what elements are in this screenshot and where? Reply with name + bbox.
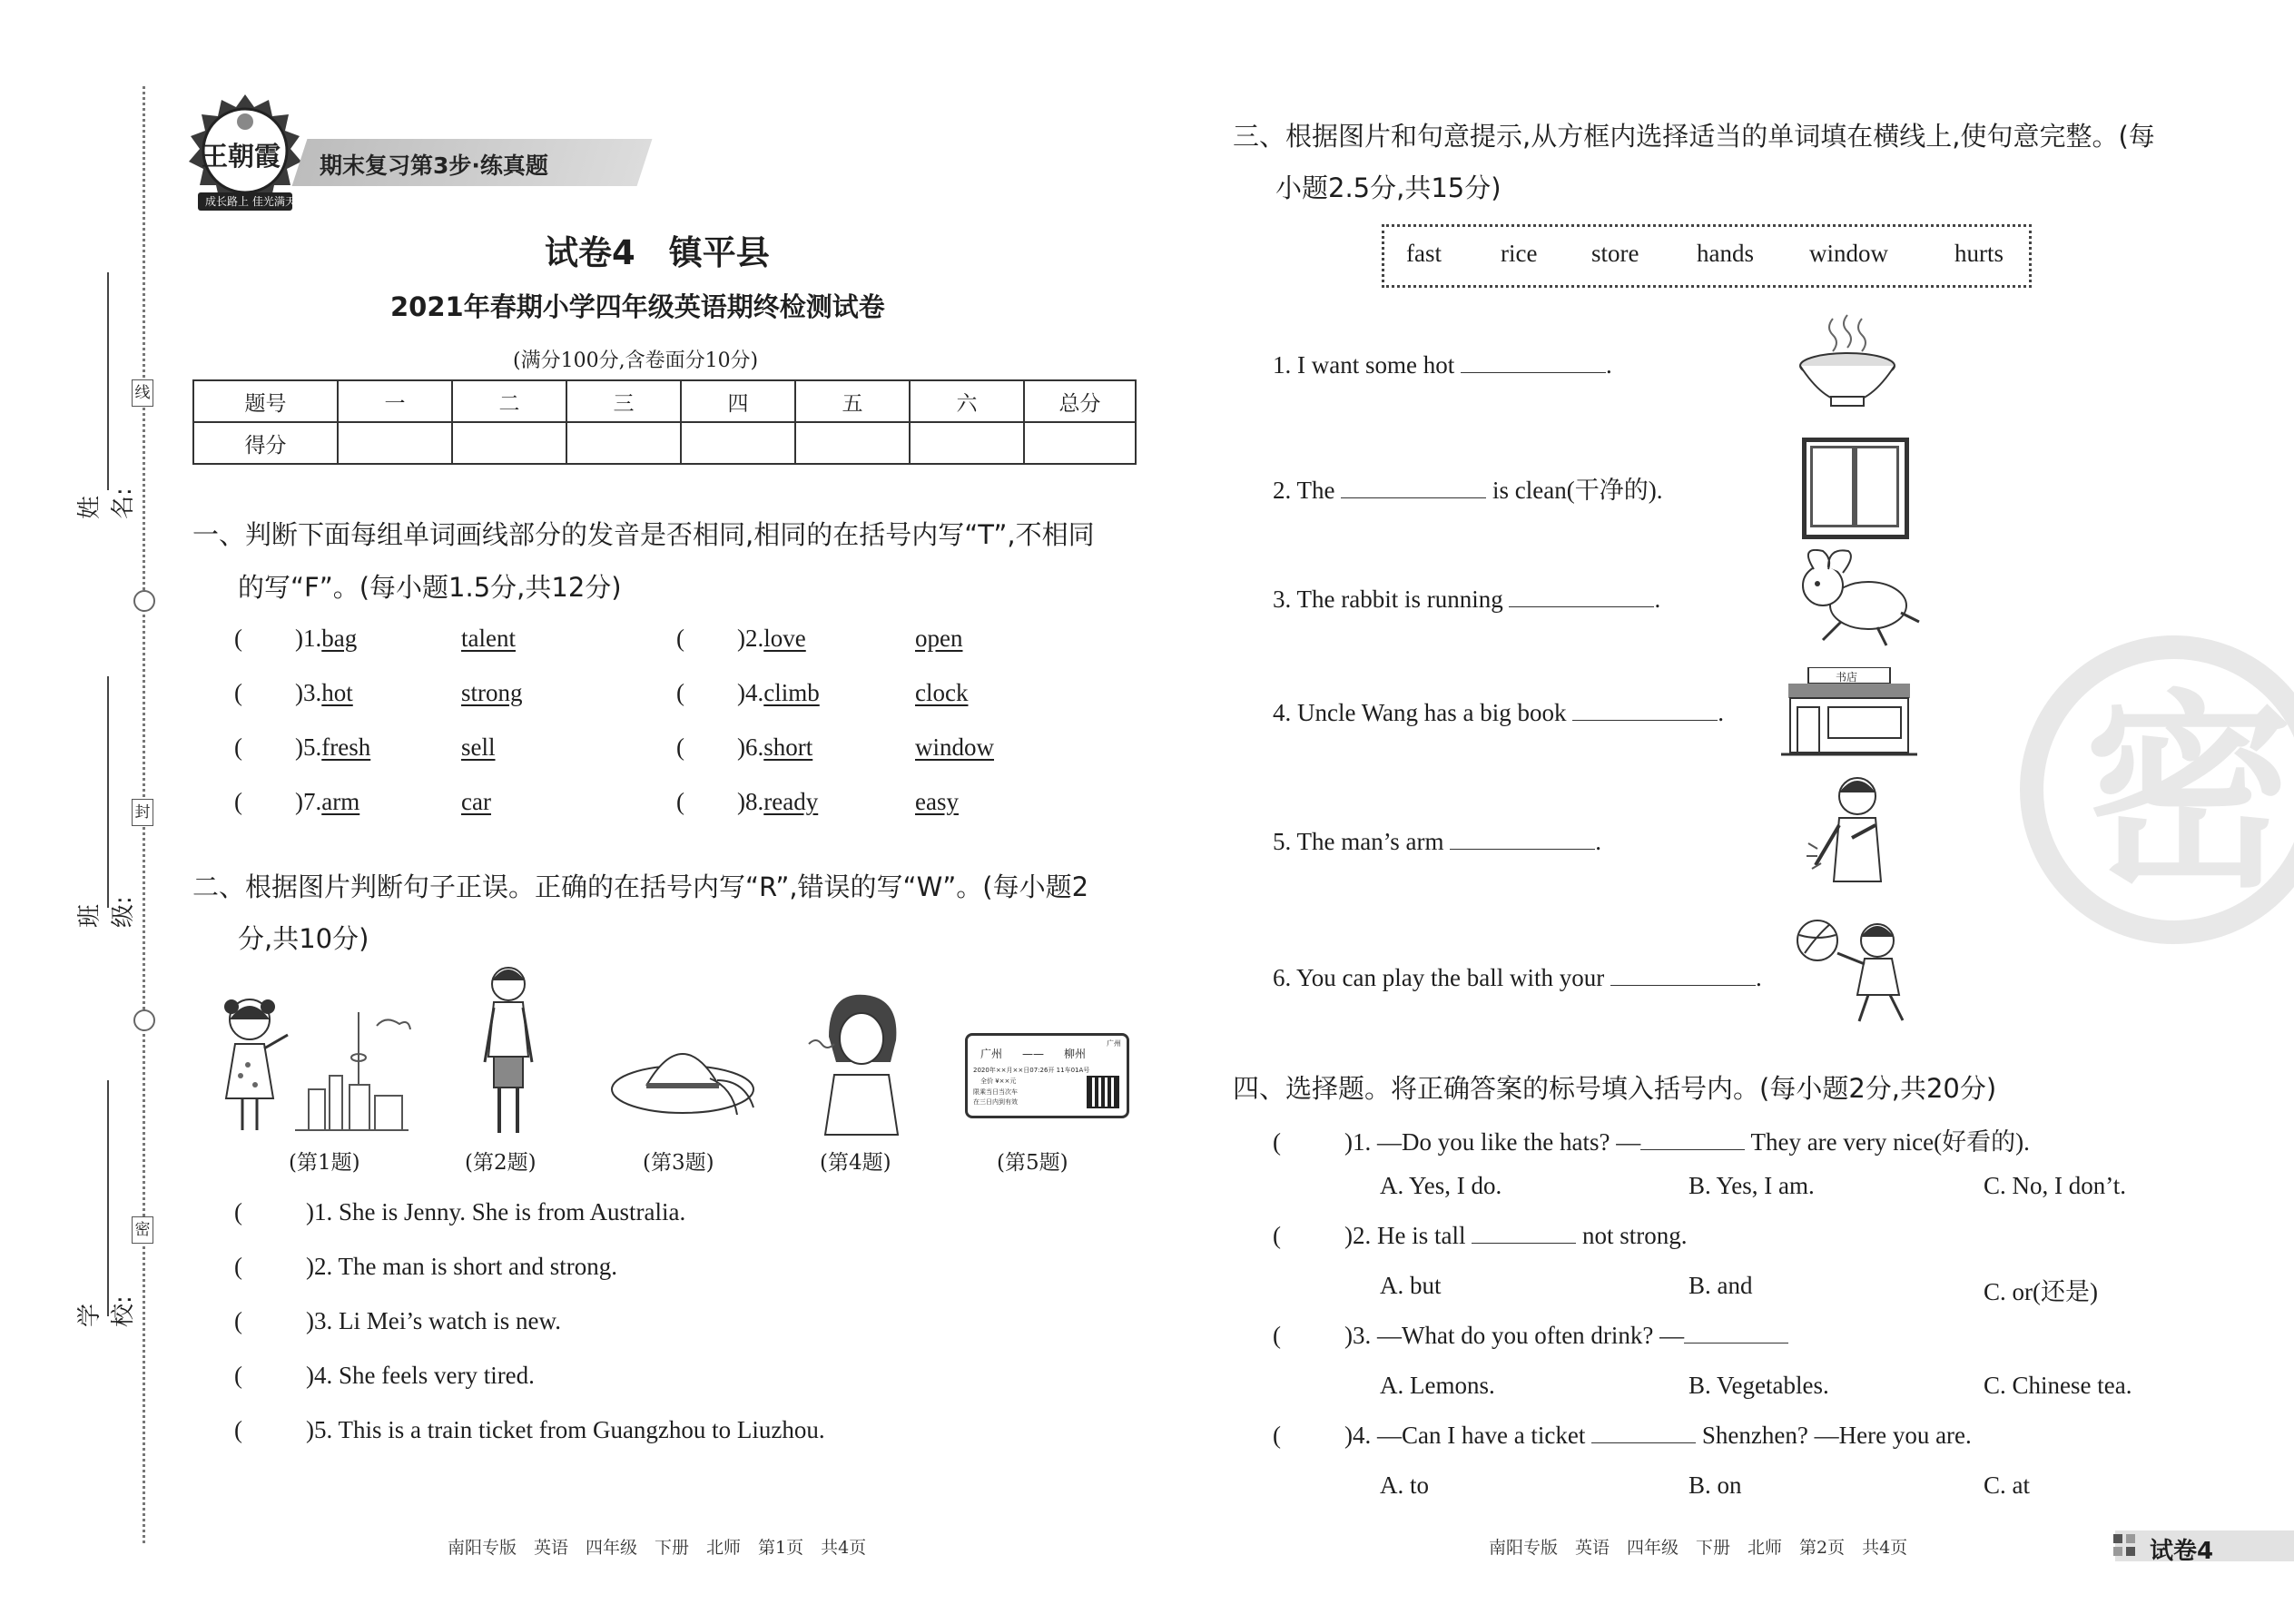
list-item: ( )5.fresh [234,733,371,761]
ticket-price: 全价 ¥××元 [980,1078,1017,1085]
list-item: ( )4. —Can I have a ticket Shenzhen? —Here you are. [1273,1422,1972,1449]
list-item: ( )4. She feels very tired. [234,1362,535,1389]
score-header-cell: 六 [910,380,1024,422]
bookstore-sign: 书店 [1836,671,1858,684]
option-b[interactable]: B. on [1689,1471,1742,1499]
list-item: ( )8.ready [676,788,819,815]
section4-title: 四、选择题。将正确答案的标号填入括号内。(每小题2分,共20分) [1233,1073,1997,1104]
paper-tag: 试卷4 [2150,1538,2214,1565]
option-c[interactable]: C. No, I don’t. [1984,1172,2127,1199]
picture-hat [610,1026,764,1129]
section1-title-cont: 的写“F”。(每小题1.5分,共12分) [238,572,622,603]
picture-hurt-man [1807,774,1906,905]
fill-blank[interactable] [1610,984,1756,986]
list-item: ( )3. Li Mei’s watch is new. [234,1307,561,1334]
word-bank-item: window [1809,240,1888,267]
secret-watermark [2020,635,2294,944]
list-item: ( )7.arm [234,788,360,815]
score-row-label: 得分 [193,422,338,464]
footer-left: 南阳专版 英语 四年级 下册 北师 第1页 共4页 [448,1538,867,1558]
list-item: 3. The rabbit is running . [1273,586,1661,613]
picture-train-ticket [965,1033,1129,1118]
ticket-note: 限乘当日当次车 [973,1088,1018,1096]
brand-logo [182,91,309,218]
list-item: 5. The man’s arm . [1273,828,1601,855]
section1-title: 一、判断下面每组单词画线部分的发音是否相同,相同的在括号内写“T”,不相同 [192,519,1095,550]
word-bank-item: hurts [1954,240,2004,267]
class-blank[interactable] [107,676,109,908]
word-pair-second: clock [915,679,969,706]
qr-code-icon [1087,1076,1119,1108]
logo-subtext: 成长路上 佳光满天 [205,195,296,208]
option-a[interactable]: A. Lemons. [1380,1372,1495,1399]
score-cell[interactable] [566,422,681,464]
option-b[interactable]: B. Vegetables. [1689,1372,1829,1399]
score-header-cell: 五 [795,380,910,422]
paper-title: 试卷4 镇平县 [545,233,770,272]
fill-blank[interactable] [1472,1242,1576,1244]
fill-blank[interactable] [1684,1342,1788,1343]
section3-title-cont: 小题2.5分,共15分) [1275,172,1501,203]
footer-right: 南阳专版 英语 四年级 下册 北师 第2页 共4页 [1489,1538,1908,1558]
score-table [192,379,1137,465]
option-a[interactable]: A. to [1380,1471,1429,1499]
word-pair-second: car [461,788,491,815]
score-header-cell: 四 [681,380,795,422]
list-item: ( )4.climb [676,679,820,706]
word-bank-item: store [1591,240,1639,267]
list-item: ( )1. She is Jenny. She is from Australia. [234,1198,686,1225]
class-label: 班级: [76,896,137,928]
option-c[interactable]: C. Chinese tea. [1984,1372,2132,1399]
ticket-route: 广州 —— 柳州 [980,1048,1087,1060]
list-item: 1. I want some hot . [1273,351,1612,379]
circle-mark-icon [133,590,155,612]
list-item: 2. The is clean(干净的). [1273,477,1663,504]
score-header-cell: 三 [566,380,681,422]
picture-rice-bowl [1793,313,1902,417]
picture-caption: (第3题) [643,1151,714,1175]
list-item: ( )1. —Do you like the hats? — They are very nice(好看的). [1273,1128,2030,1156]
ticket-note: 在三日内到有效 [973,1098,1018,1106]
ticket-time: 2020年××月××日07:26开 11车01A号 [973,1067,1090,1074]
section3-title: 三、根据图片和句意提示,从方框内选择适当的单词填在横线上,使句意完整。(每 [1233,121,2155,152]
option-a[interactable]: A. Yes, I do. [1380,1172,1502,1199]
score-cell[interactable] [795,422,910,464]
word-bank-item: fast [1406,240,1442,267]
option-b[interactable]: B. Yes, I am. [1689,1172,1815,1199]
word-pair-second: sell [461,733,496,761]
fill-blank[interactable] [1461,371,1606,373]
list-item: ( )3.hot [234,679,353,706]
picture-rabbit [1787,549,1923,653]
word-bank-item: rice [1501,240,1538,267]
picture-caption: (第4题) [820,1151,891,1175]
score-cell[interactable] [452,422,566,464]
score-header-cell: 题号 [193,380,338,422]
paper-tag-squares-icon [2113,1534,2137,1558]
fill-blank[interactable] [1341,497,1486,498]
watermark-char: 密 [2084,674,2294,916]
word-pair-second: open [915,625,963,652]
word-pair-second: strong [461,679,523,706]
fill-blank[interactable] [1591,1442,1696,1443]
picture-caption: (第5题) [997,1151,1068,1175]
name-label: 姓名: [76,487,137,519]
picture-bookstore [1781,667,1917,762]
name-blank[interactable] [107,272,109,490]
fill-blank[interactable] [1572,719,1718,721]
list-item: ( )5. This is a train ticket from Guangzhou to Liuzhou. [234,1416,825,1443]
seal-char-mi: 密 [132,1216,153,1244]
school-blank[interactable] [107,1080,109,1316]
paper-subtitle: 2021年春期小学四年级英语期终检测试卷 [390,291,885,322]
list-item: ( )2.love [676,625,806,652]
logo-text: 王朝霞 [202,141,281,172]
picture-window [1802,438,1909,539]
picture-caption: (第1题) [289,1151,360,1175]
list-item: ( )3. —What do you often drink? — [1273,1322,1788,1350]
picture-boy [472,962,545,1147]
review-banner-text: 期末复习第3步·练真题 [320,153,548,179]
word-pair-second: window [915,733,994,761]
score-header-cell: 总分 [1024,380,1136,422]
list-item: ( )6.short [676,733,813,761]
word-pair-second: easy [915,788,959,815]
picture-caption: (第2题) [465,1151,537,1175]
section2-title: 二、根据图片判断句子正误。正确的在括号内写“R”,错误的写“W”。(每小题2 [192,871,1089,902]
section2-title-cont: 分,共10分) [238,923,369,954]
picture-tired-girl [803,991,912,1140]
fill-blank[interactable] [1640,1148,1745,1150]
score-header-cell: 二 [452,380,566,422]
list-item: ( )1.bag [234,625,358,652]
list-item: ( )2. The man is short and strong. [234,1253,617,1280]
fill-blank[interactable] [1509,605,1654,607]
ticket-corner: 广州 [1107,1039,1121,1048]
score-note: (满分100分,含卷面分10分) [513,349,759,372]
word-pair-second: talent [461,625,516,652]
list-item: 6. You can play the ball with your . [1273,964,1762,991]
list-item: ( )2. He is tall not strong. [1273,1222,1688,1249]
score-cell[interactable] [681,422,795,464]
seal-char-feng: 封 [132,799,153,826]
word-bank-item: hands [1697,240,1754,267]
list-item: 4. Uncle Wang has a big book . [1273,699,1725,726]
picture-girl-skyline [222,994,413,1143]
score-cell[interactable] [910,422,1024,464]
seal-char-xian: 线 [132,379,153,407]
school-label: 学校: [76,1295,137,1327]
score-cell[interactable] [338,422,452,464]
option-a[interactable]: A. but [1380,1272,1442,1299]
option-b[interactable]: B. and [1689,1272,1753,1299]
score-header-cell: 一 [338,380,452,422]
picture-girl-volleyball [1796,917,1923,1029]
option-c[interactable]: C. at [1984,1471,2030,1499]
word-bank-box [1382,224,2032,288]
fill-blank[interactable] [1450,848,1595,850]
option-c[interactable]: C. or(还是) [1984,1278,2098,1305]
score-cell[interactable] [1024,422,1136,464]
circle-mark-icon [133,1009,155,1031]
